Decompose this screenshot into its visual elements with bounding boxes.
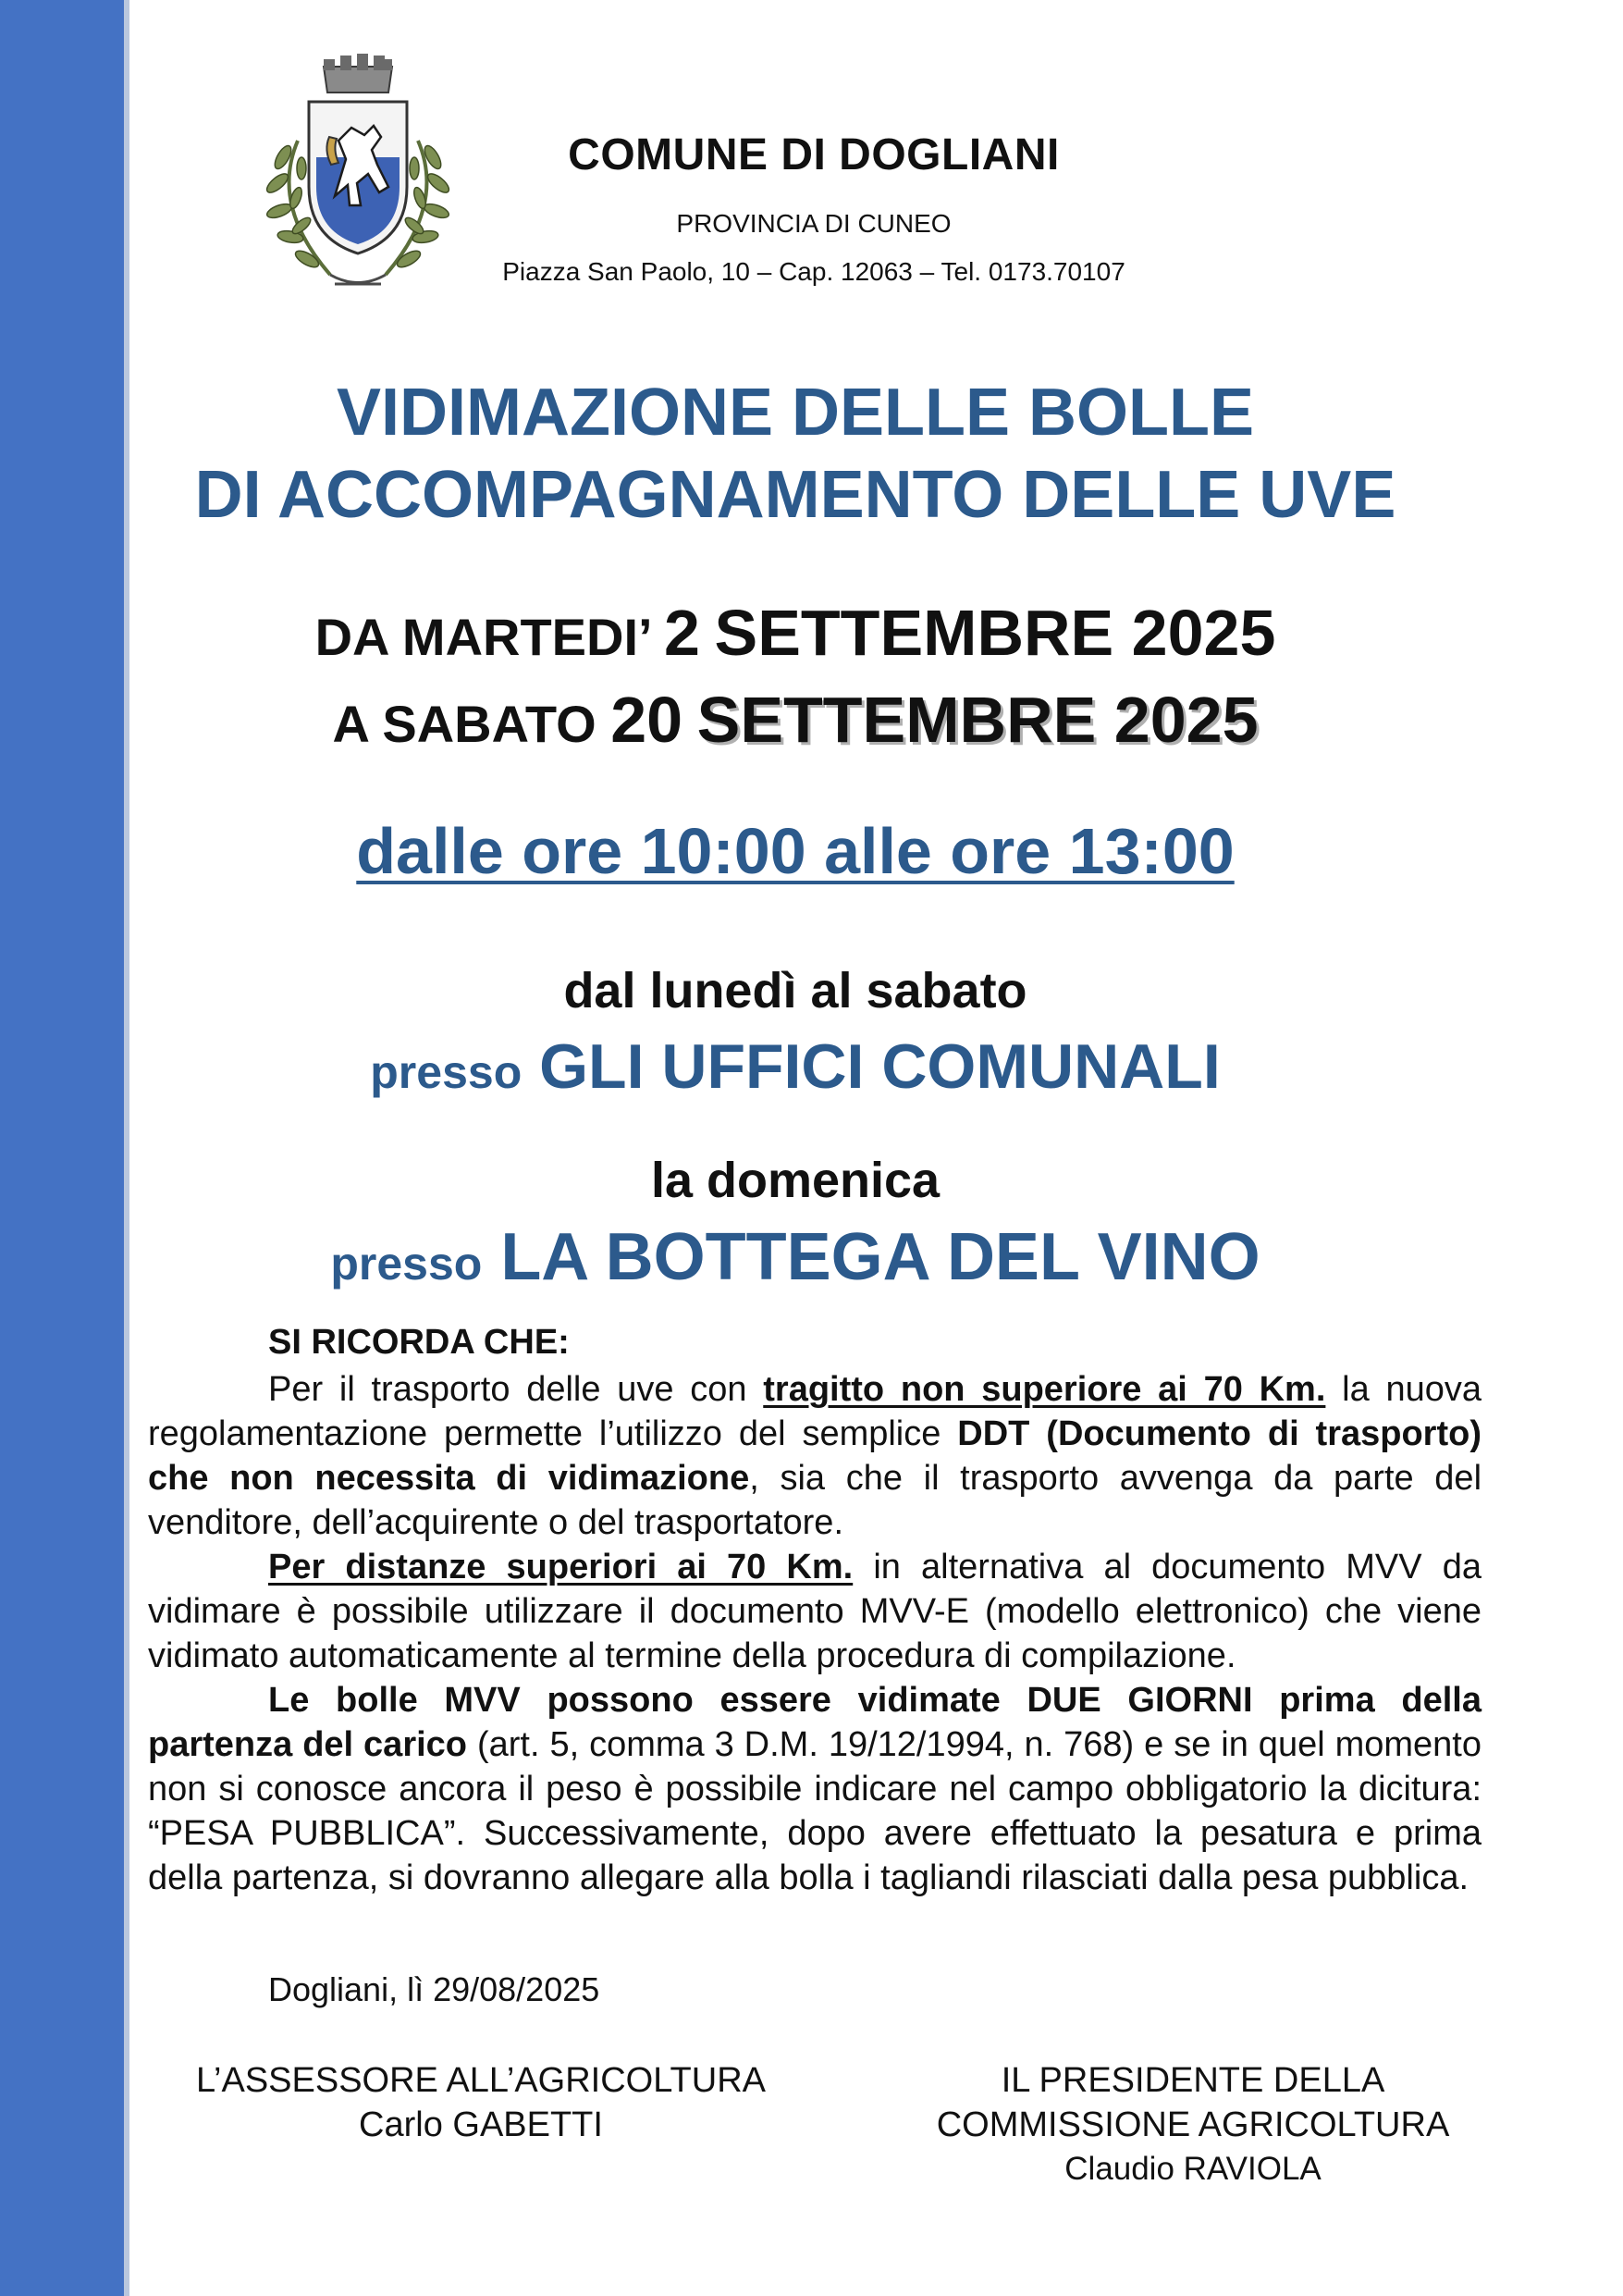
issue-date: Dogliani, lì 29/08/2025 bbox=[268, 1970, 600, 2008]
opening-hours: dalle ore 10:00 alle ore 13:00 bbox=[356, 815, 1235, 887]
p2-highlight-distance: Per distanze superiori ai 70 Km. bbox=[268, 1548, 854, 1586]
signature-right-role-1: IL PRESIDENTE DELLA bbox=[1001, 2061, 1385, 2100]
p1-highlight-distance: tragitto non superiore ai 70 Km. bbox=[763, 1370, 1326, 1409]
left-color-band bbox=[0, 0, 124, 2296]
weekday-presso: presso bbox=[370, 1046, 523, 1098]
province-line: PROVINCIA DI CUNEO bbox=[676, 209, 952, 238]
start-date-day: 2 bbox=[664, 597, 700, 669]
p3-text-b: (art. 5, comma 3 D.M. 19/12/1994, n. 768) e se in quel momento non si conosce ancora il peso è possibile indicare nel campo obbligatorio la dicitura: “PESA PUBBLICA”. Successivamente, dopo avere effettuato la pesatura e prima della partenza, si dovranno allegare alla bolla i tagliandi rilasciati dalla pesa pubblica. bbox=[148, 1725, 1482, 1897]
municipality-title: COMUNE DI DOGLIANI bbox=[568, 130, 1060, 179]
address-line: Piazza San Paolo, 10 – Cap. 12063 – Tel. 0173.70107 bbox=[502, 257, 1125, 286]
signature-left-role: L’ASSESSORE ALL’AGRICOLTURA bbox=[196, 2061, 766, 2100]
p1-text-a: Per il trasporto delle uve con bbox=[268, 1370, 764, 1409]
weekday-place: GLI UFFICI COMUNALI bbox=[539, 1031, 1221, 1102]
signature-right bbox=[860, 2058, 1526, 2191]
start-date bbox=[129, 596, 1461, 670]
sunday-location bbox=[129, 1219, 1461, 1295]
reminder-paragraph-1 bbox=[148, 1367, 1482, 1545]
signature-right-name: Claudio RAVIOLA bbox=[1064, 2151, 1322, 2187]
reminder-heading: SI RICORDA CHE: bbox=[268, 1323, 570, 1362]
sunday-presso: presso bbox=[330, 1238, 483, 1290]
reminder-paragraph-2 bbox=[148, 1545, 1482, 1678]
coat-of-arms-icon bbox=[242, 48, 473, 307]
signature-left bbox=[157, 2058, 805, 2147]
weekday-location bbox=[129, 1031, 1461, 1103]
end-date bbox=[129, 683, 1461, 757]
notice-title-line2: DI ACCOMPAGNAMENTO DELLE UVE bbox=[194, 458, 1396, 532]
end-date-day: 20 bbox=[610, 684, 683, 756]
end-date-prefix: A SABATO bbox=[332, 695, 596, 753]
sunday-label: la domenica bbox=[650, 1153, 941, 1208]
start-date-prefix: DA MARTEDI’ bbox=[314, 608, 650, 666]
signature-right-role-2: COMMISSIONE AGRICOLTURA bbox=[936, 2105, 1450, 2144]
signature-left-name: Carlo GABETTI bbox=[359, 2105, 603, 2144]
p3-highlight: Le bolle MVV possono essere vidimate DUE GIORNI prima della partenza del carico bbox=[148, 1681, 1482, 1764]
weekday-label: dal lunedì al sabato bbox=[563, 963, 1027, 1018]
reminder-paragraph-3 bbox=[148, 1678, 1482, 1900]
p1-highlight-ddt: DDT (Documento di trasporto) che non necessita di vidimazione bbox=[148, 1414, 1482, 1498]
left-band-edge bbox=[124, 0, 129, 2296]
start-date-month: SETTEMBRE 2025 bbox=[714, 597, 1276, 669]
p1-text-e: , sia che il trasporto avvenga da parte del venditore, dell’acquirente o del trasportatore. bbox=[148, 1459, 1482, 1542]
p1-text-c: la nuova regolamentazione permette l’utilizzo del semplice bbox=[148, 1370, 1482, 1453]
reminder-body bbox=[148, 1367, 1482, 1900]
sunday-place: LA BOTTEGA DEL VINO bbox=[500, 1220, 1260, 1294]
notice-title-line1: VIDIMAZIONE DELLE BOLLE bbox=[336, 376, 1254, 450]
end-date-month: SETTEMBRE 2025 bbox=[696, 684, 1259, 756]
p2-text-b: in alternativa al documento MVV da vidimare è possibile utilizzare il documento MVV-E (modello elettronico) che viene vidimato automaticamente al termine della procedura di compilazione. bbox=[148, 1548, 1482, 1675]
